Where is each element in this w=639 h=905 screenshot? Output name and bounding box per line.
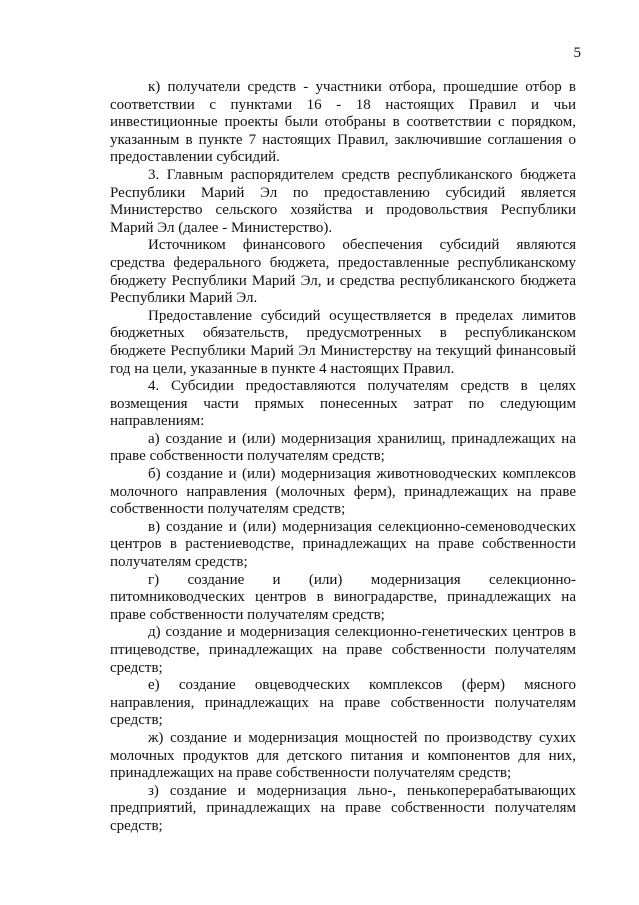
paragraph-funding-source: Источником финансового обеспечения субсидий являются средства федерального бюджета, предоставленные республиканскому бюджету Республики Марий Эл, и средства республиканского бюджета Республики Марий Эл. bbox=[110, 237, 576, 307]
page-number: 5 bbox=[573, 45, 581, 61]
list-item-zh: ж) создание и модернизация мощностей по производству сухих молочных продуктов для детского питания и компонентов для них, принадлежащих на праве собственности получателям средств; bbox=[110, 729, 576, 782]
list-item-b: б) создание и (или) модернизация животноводческих комплексов молочного направления (молочных ферм), принадлежащих на праве собственности получателям средств; bbox=[110, 466, 576, 518]
paragraph-section-3: 3. Главным распорядителем средств республиканского бюджета Республики Марий Эл по предоставлению субсидий является Министерство сельского хозяйства и продовольствия Республики Марий Эл (далее - Министерство). bbox=[110, 166, 576, 236]
list-item-g: г) создание и (или) модернизация селекционно-питомниководческих центров в виноградарстве, принадлежащих на праве собственности получателям средств; bbox=[110, 571, 576, 623]
paragraph-funding-limits: Предоставление субсидий осуществляется в пределах лимитов бюджетных обязательств, предусмотренных в республиканском бюджете Республики Марий Эл Министерству на текущий финансовый год на цели, указанные в пункте 4 настоящих Правил. bbox=[110, 307, 576, 377]
paragraph-section-4: 4. Субсидии предоставляются получателям средств в целях возмещения части прямых понесенных затрат по следующим направлениям: bbox=[110, 378, 576, 430]
list-item-d: д) создание и модернизация селекционно-генетических центров в птицеводстве, принадлежащих на праве собственности получателям средств; bbox=[110, 624, 576, 676]
paragraph-item-k: к) получатели средств - участники отбора, прошедшие отбор в соответствии с пунктами 16 - 18 настоящих Правил и чьи инвестиционные проекты были отобраны в соответствии с порядком, указанным в пункте 7 настоящих Правил, заключившие соглашения о предоставлении субсидий. bbox=[110, 79, 576, 166]
list-item-a: а) создание и (или) модернизация хранилищ, принадлежащих на праве собственности получателям средств; bbox=[110, 430, 576, 465]
document-body bbox=[110, 79, 576, 836]
list-item-v: в) создание и (или) модернизация селекционно-семеноводческих центров в растениеводстве, принадлежащих на праве собственности получателям средств; bbox=[110, 518, 576, 571]
list-item-e: е) создание овцеводческих комплексов (ферм) мясного направления, принадлежащих на праве собственности получателям средств; bbox=[110, 677, 576, 729]
list-item-z: з) создание и модернизация льно-, пенькоперерабатывающих предприятий, принадлежащих на праве собственности получателям средств; bbox=[110, 782, 576, 834]
